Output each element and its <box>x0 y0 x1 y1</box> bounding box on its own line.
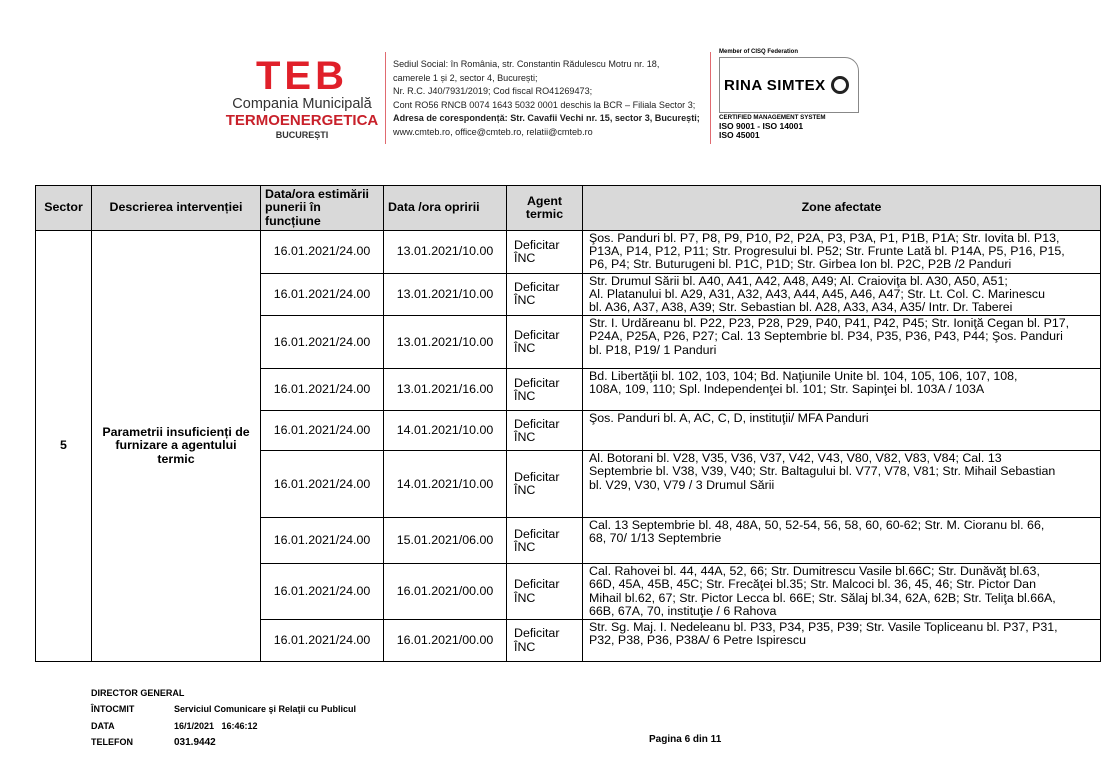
zones-cell: Str. Sg. Maj. I. Nedeleanu bl. P33, P34, P35, P39; Str. Vasile Topliceanu bl. P37, P31, P32, P38, P36, P38A/ 6 Petre Ispirescu <box>583 620 1101 662</box>
telefon-value: 031.9442 <box>174 736 216 748</box>
estimated-date-cell: 16.01.2021/24.00 <box>261 369 384 411</box>
interventions-table <box>35 185 1101 662</box>
address-line: Cont RO56 RNCB 0074 1643 5032 0001 deschis la BCR – Filiala Sector 3; <box>393 99 696 110</box>
agent-cell: Deficitar ÎNC <box>507 316 583 369</box>
table-header-row <box>36 186 1101 231</box>
footer <box>91 685 356 750</box>
zones-cell: Al. Botorani bl. V28, V35, V36, V37, V42, V43, V80, V82, V83, V84; Cal. 13 Septembrie bl. V38, V39, V40; Str. Baltagului bl. V77, V78, V81; Str. Mihail Sebastian bl. V29, V30, V79 / 3 Drumul Sării <box>583 451 1101 518</box>
stop-date-cell: 16.01.2021/00.00 <box>384 620 507 662</box>
divider <box>710 52 711 144</box>
company-address <box>393 58 700 140</box>
address-line: Sediul Social: în România, str. Constantin Rădulescu Motru nr. 18, <box>393 59 660 69</box>
header-stop-date: Data /ora opririi <box>384 186 507 231</box>
agent-cell: Deficitar ÎNC <box>507 411 583 451</box>
agent-cell: Deficitar ÎNC <box>507 518 583 564</box>
stop-date-cell: 14.01.2021/10.00 <box>384 451 507 518</box>
agent-cell: Deficitar ÎNC <box>507 451 583 518</box>
agent-cell: Deficitar ÎNC <box>507 273 583 316</box>
zones-cell: Str. I. Urdăreanu bl. P22, P23, P28, P29, P40, P41, P42, P45; Str. Ioniţă Cegan bl. P17, P24A, P25A, P26, P27; Cal. 13 Septembrie bl. P34, P35, P36, P43, P44; Şos. Panduri bl. P18, P19/ 1 Panduri <box>583 316 1101 369</box>
data-label: DATA <box>91 720 115 731</box>
estimated-date-cell: 16.01.2021/24.00 <box>261 273 384 316</box>
address-line: Nr. R.C. J40/7931/2019; Cod fiscal RO41269473; <box>393 86 593 97</box>
telefon-label: TELEFON <box>91 736 133 747</box>
certification-badge <box>719 48 859 140</box>
agent-cell: Deficitar ÎNC <box>507 620 583 662</box>
sector-cell: 5 <box>36 231 92 662</box>
company-name-line2: TERMOENERGETICA <box>225 112 379 129</box>
cert-iso2: ISO 45001 <box>719 130 760 140</box>
cert-iso1: ISO 9001 - ISO 14001 <box>719 121 804 131</box>
header-sector: Sector <box>36 186 92 231</box>
estimated-date-cell: 16.01.2021/24.00 <box>261 451 384 518</box>
page-number: Pagina 6 din 11 <box>649 734 722 745</box>
company-name-line1: Compania Municipală <box>232 96 372 112</box>
company-name-line3: BUCUREȘTI <box>275 130 329 140</box>
zones-cell: Bd. Libertăţii bl. 102, 103, 104; Bd. Naţiunile Unite bl. 104, 105, 106, 107, 108, 108A, 109, 110; Spl. Independenţei bl. 101; Str. Sapinţei bl. 103A / 103A <box>583 369 1101 411</box>
estimated-date-cell: 16.01.2021/24.00 <box>261 411 384 451</box>
company-logo <box>222 56 382 141</box>
director-label: DIRECTOR GENERAL <box>91 688 185 698</box>
cert-system: CERTIFIED MANAGEMENT SYSTEM <box>719 114 826 121</box>
divider <box>385 52 386 144</box>
agent-cell: Deficitar ÎNC <box>507 231 583 274</box>
teb-logo-mark: TEB <box>256 54 348 98</box>
intocmit-label: ÎNTOCMIT <box>91 704 135 715</box>
intocmit-value: Serviciul Comunicare şi Relaţii cu Publicul <box>174 704 357 715</box>
estimated-date-cell: 16.01.2021/24.00 <box>261 620 384 662</box>
zones-cell: Cal. Rahovei bl. 44, 44A, 52, 66; Str. Dumitrescu Vasile bl.66C; Str. Dunăvăţ bl.63, 66D, 45A, 45B, 45C; Str. Frecăţei bl.35; Str. Malcoci bl. 36, 45, 46; Str. Pictor Dan Mihail bl.62, 67; Str. Pictor Lecca bl. 66E; Str. Sălaj bl.34, 62A, 62B; Str. Teliţa bl.66A, 66B, 67A, 70, instituţie / 6 Rahova <box>583 564 1101 620</box>
estimated-date-cell: 16.01.2021/24.00 <box>261 231 384 274</box>
header-zones: Zone afectate <box>583 186 1101 231</box>
zones-cell: Şos. Panduri bl. P7, P8, P9, P10, P2, P2A, P3, P3A, P1, P1B, P1A; Str. Iovita bl. P13, P13A, P14, P12, P11; Str. Progresului bl. P52; Str. Frunte Lată bl. P14A, P5, P16, P15, P6, P4; Str. Buturugeni bl. P1C, P1D; Str. Girbea Ion bl. P2C, P2B /2 Panduri <box>583 231 1101 274</box>
stop-date-cell: 13.01.2021/10.00 <box>384 273 507 316</box>
address-line: camerele 1 și 2, sector 4, București; <box>393 72 538 83</box>
zones-cell: Cal. 13 Septembrie bl. 48, 48A, 50, 52-54, 56, 58, 60, 60-62; Str. M. Cioranu bl. 66, 68, 70/ 1/13 Septembrie <box>583 518 1101 564</box>
stop-date-cell: 15.01.2021/06.00 <box>384 518 507 564</box>
estimated-date-cell: 16.01.2021/24.00 <box>261 518 384 564</box>
stop-date-cell: 16.01.2021/00.00 <box>384 564 507 620</box>
stop-date-cell: 14.01.2021/10.00 <box>384 411 507 451</box>
agent-cell: Deficitar ÎNC <box>507 564 583 620</box>
header-agent: Agent termic <box>507 186 583 231</box>
description-cell: Parametrii insuficienți de furnizare a agentului termic <box>92 231 261 662</box>
stop-date-cell: 13.01.2021/10.00 <box>384 316 507 369</box>
data-value: 16/1/2021 16:46:12 <box>174 720 258 731</box>
cisq-seal-icon <box>831 76 849 94</box>
address-line: Adresa de corespondență: Str. Cavafii Vechi nr. 15, sector 3, București; <box>393 113 700 124</box>
header-estimated-date: Data/ora estimării punerii în funcțiune <box>261 186 384 231</box>
zones-cell: Str. Drumul Sării bl. A40, A41, A42, A48, A49; Al. Craioviţa bl. A30, A50, A51; Al. Platanului bl. A29, A31, A32, A43, A44, A45, A46, A47; Str. Lt. Col. C. Marinescu bl. A36, A37, A38, A39; Str. Sebastian bl. A28, A33, A34, A35/ Intr. Dr. Taberei <box>583 273 1101 316</box>
stop-date-cell: 13.01.2021/16.00 <box>384 369 507 411</box>
table-row <box>36 231 1101 274</box>
cert-brand: RINA SIMTEX <box>724 76 826 94</box>
zones-cell: Şos. Panduri bl. A, AC, C, D, instituţii/ MFA Panduri <box>583 411 1101 451</box>
header-description: Descrierea intervenției <box>92 186 261 231</box>
letterhead <box>222 42 862 154</box>
estimated-date-cell: 16.01.2021/24.00 <box>261 316 384 369</box>
stop-date-cell: 13.01.2021/10.00 <box>384 231 507 274</box>
agent-cell: Deficitar ÎNC <box>507 369 583 411</box>
estimated-date-cell: 16.01.2021/24.00 <box>261 564 384 620</box>
cert-member: Member of CISQ Federation <box>719 49 799 55</box>
address-line: www.cmteb.ro, office@cmteb.ro, relatii@cmteb.ro <box>393 126 593 137</box>
cert-logo-box <box>719 57 859 113</box>
